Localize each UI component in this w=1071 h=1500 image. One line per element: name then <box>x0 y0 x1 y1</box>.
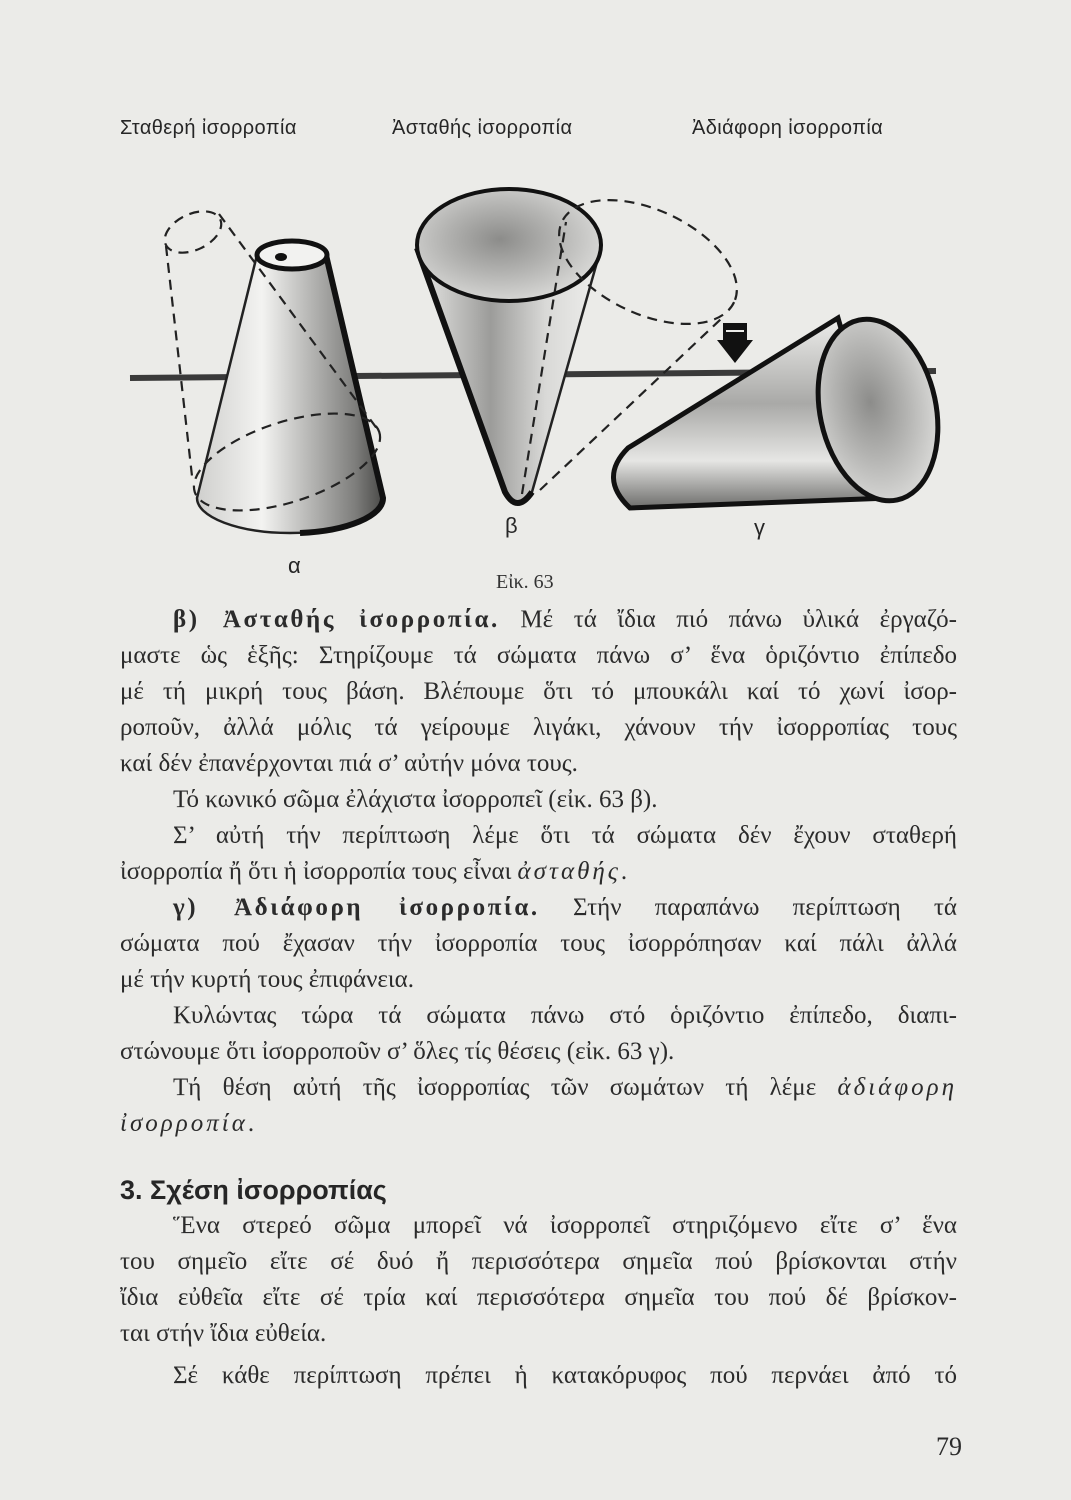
text-run: . <box>247 1110 255 1137</box>
figure-63 <box>0 0 1071 600</box>
down-arrow-icon <box>717 323 753 363</box>
text-run: ἰσορροπία ἤ ὅτι ἡ ἰσορροπία τους εἶναι <box>120 858 518 885</box>
text-line <box>120 890 957 926</box>
text-line <box>120 1106 957 1142</box>
cone-stable <box>158 203 391 533</box>
subheading-unstable: β) Ἀσταθής ἰσορροπία. <box>173 606 500 633</box>
cone-stable-hole <box>275 253 287 261</box>
figure-title-stable: Σταθερή ἰσορροπία <box>120 117 297 139</box>
label-a: α <box>288 553 301 578</box>
label-c: γ <box>754 515 765 540</box>
cone-stable-body <box>197 255 383 533</box>
section-heading: 3. Σχέση ἰσορροπίας <box>120 1175 387 1205</box>
text-line: ται στήν ἴδια εὐθεία. <box>120 1320 327 1347</box>
text-run: . <box>620 858 628 885</box>
text-line: στώνουμε ὅτι ἰσορροποῦν σ’ ὅλες τίς θέσεις (εἰκ. 63 γ). <box>120 1038 675 1065</box>
text-line: Σέ κάθε περίπτωση πρέπει ἡ κατακόρυφος πού περνάει ἀπό τό <box>173 1362 957 1389</box>
text-line <box>120 1070 957 1106</box>
figure-title-unstable: Ἀσταθής ἰσορροπία <box>392 117 573 139</box>
page-number: 79 <box>936 1432 962 1461</box>
cone-neutral <box>613 308 953 512</box>
text-line: μέ τή μικρή τους βάση. Βλέπουμε ὅτι τό μπουκάλι καί τό χωνί ἰσορ- <box>120 678 957 705</box>
text-line: ἴδια εὐθεῖα εἴτε σέ τρία καί περισσότερα σημεῖα του πού δέ βρίσκον- <box>120 1284 957 1311</box>
italic-term: ἀσταθής <box>517 858 621 885</box>
text-line <box>120 854 957 890</box>
cone-stable-top <box>257 241 327 269</box>
text-line <box>120 602 957 638</box>
subheading-neutral: γ) Ἀδιάφορη ἰσορροπία. <box>173 894 540 921</box>
text-line: καί δέν ἐπανέρχονται πιά σ’ αὐτήν μόνα τους. <box>120 750 578 777</box>
italic-term: ἀδιάφορη <box>837 1074 957 1101</box>
text-run: Στήν παραπάνω περίπτωση τά <box>539 894 957 921</box>
figure-title-neutral: Ἀδιάφορη ἰσορροπία <box>692 117 884 139</box>
italic-term: ἰσορροπία <box>120 1110 248 1137</box>
text-line: Τό κωνικό σῶμα ἐλάχιστα ἰσορροπεῖ (εἰκ. 63 β). <box>173 786 658 813</box>
text-line: ροποῦν, ἀλλά μόλις τά γείρουμε λιγάκι, χάνουν τήν ἰσορροπίας τους <box>120 714 957 741</box>
text-line: μαστε ὡς ἑξῆς: Στηρίζουμε τά σώματα πάνω σ’ ἕνα ὁριζόντιο ἐπίπεδο <box>120 642 957 669</box>
text-line: Σ’ αὐτή τήν περίπτωση λέμε ὅτι τά σώματα δέν ἔχουν σταθερή <box>173 822 957 849</box>
text-line: σώματα πού ἔχασαν τήν ἰσορροπία τους ἰσορρόπησαν καί πάλι ἀλλά <box>120 930 957 957</box>
label-b: β <box>505 513 518 538</box>
text-run: Μέ τά ἴδια πιό πάνω ὑλικά ἐργαζό- <box>499 606 957 633</box>
text-line: Κυλώντας τώρα τά σώματα πάνω στό ὁριζόντιο ἐπίπεδο, διαπι- <box>173 1002 957 1029</box>
figure-caption: Εἰκ. 63 <box>496 571 554 593</box>
text-run: Τή θέση αὐτή τῆς ἰσορροπίας τῶν σωμάτων τή λέμε <box>173 1074 838 1101</box>
body-text <box>120 602 957 1394</box>
text-line: Ἕνα στερεό σῶμα μπορεῖ νά ἰσορροπεῖ στηριζόμενο εἴτε σ’ ἕνα <box>173 1212 957 1239</box>
cone-unstable-top <box>417 189 601 301</box>
text-line: του σημεῖο εἴτε σέ δυό ἤ περισσότερα σημεῖα πού βρίσκονται στήν <box>120 1248 957 1275</box>
text-line: μέ τήν κυρτή τους ἐπιφάνεια. <box>120 966 414 993</box>
